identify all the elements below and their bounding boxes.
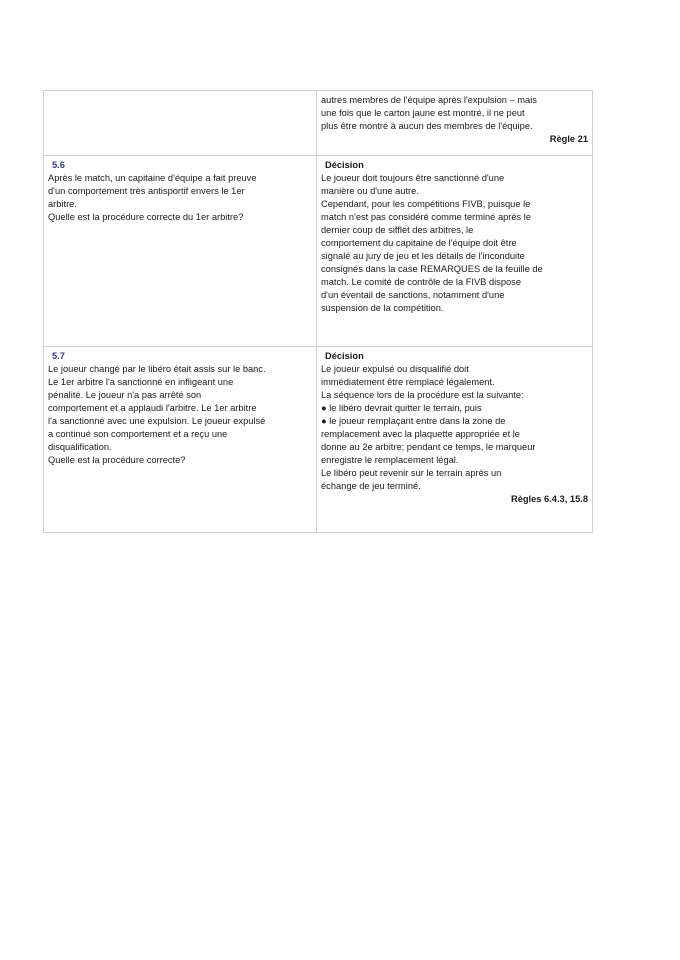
table-row (44, 347, 593, 533)
decision-text: donne au 2e arbitre; pendant ce temps, le marqueur (321, 442, 536, 452)
decision-text: remplacement avec la plaquette appropriée et le (321, 429, 520, 439)
decision-text: Le joueur doit toujours être sanctionné d'une (321, 173, 505, 183)
decision-heading: Décision (325, 160, 364, 170)
case-number: 5.7 (52, 351, 65, 361)
rule-reference: Règles 6.4.3, 15.8 (510, 494, 588, 504)
table-row (44, 91, 593, 156)
decision-text: ● le libéro devrait quitter le terrain, puis (321, 403, 482, 413)
decision-text: échange de jeu terminé. (321, 481, 421, 491)
decision-text: comportement du capitaine de l'équipe doit être (321, 238, 517, 248)
decision-text: d'un éventail de sanctions, notamment d'une (321, 290, 505, 300)
question-text: Quelle est la procédure correcte? (48, 455, 186, 465)
decision-text: Le libéro peut revenir sur le terrain après un (321, 468, 502, 478)
decision-text: Cependant, pour les compétitions FIVB, puisque le (321, 199, 531, 209)
decision-text: match n'est pas considéré comme terminé après le (321, 212, 532, 222)
decision-cell (317, 91, 593, 156)
table-row (44, 156, 593, 347)
decision-text: manière ou d'une autre. (321, 186, 419, 196)
question-cell (44, 156, 317, 347)
question-text: a continué son comportement et a reçu une (48, 429, 228, 439)
decision-text: consignés dans la case REMARQUES de la feuille de (321, 264, 543, 274)
decision-text: signalé au jury de jeu et les détails de l'inconduite (321, 251, 525, 261)
question-text: l'a sanctionné avec une expulsion. Le joueur expulsé (48, 416, 266, 426)
question-text: Le 1er arbitre l'a sanctionné en infligeant une (48, 377, 234, 387)
decision-text: La séquence lors de la procédure est la suivante: (321, 390, 524, 400)
decision-text: Le joueur expulsé ou disqualifié doit (321, 364, 469, 374)
decision-text: une fois que le carton jaune est montré, il ne peut (321, 108, 525, 118)
decision-heading: Décision (325, 351, 364, 361)
question-text: pénalité. Le joueur n'a pas arrêté son (48, 390, 202, 400)
question-text: d'un comportement très antisportif envers le 1er (48, 186, 245, 196)
question-text: Quelle est la procédure correcte du 1er arbitre? (48, 212, 244, 222)
decision-cell (317, 347, 593, 533)
decision-text: enregistre le remplacement légal. (321, 455, 459, 465)
question-text: Le joueur changé par le libéro était assis sur le banc. (48, 364, 266, 374)
question-text: disqualification. (48, 442, 112, 452)
question-cell (44, 91, 317, 156)
decision-text: plus être montré à aucun des membres de l'équipe. (321, 121, 533, 131)
decision-text: dernier coup de sifflet des arbitres, le (321, 225, 474, 235)
question-text: arbitre. (48, 199, 77, 209)
rule-reference: Règle 21 (549, 134, 588, 144)
decision-text: ● le joueur remplaçant entre dans la zone de (321, 416, 506, 426)
decision-text: immédiatement être remplacé légalement. (321, 377, 495, 387)
decision-text: match. Le comité de contrôle de la FIVB dispose (321, 277, 521, 287)
rulings-table (43, 90, 593, 533)
question-text: comportement et a applaudi l'arbitre. Le 1er arbitre (48, 403, 257, 413)
decision-text: autres membres de l'équipe après l'expulsion – mais (321, 95, 537, 105)
question-cell (44, 347, 317, 533)
decision-cell (317, 156, 593, 347)
decision-text: suspension de la compétition. (321, 303, 444, 313)
case-number: 5.6 (52, 160, 65, 170)
question-text: Après le match, un capitaine d'équipe a fait preuve (48, 173, 257, 183)
